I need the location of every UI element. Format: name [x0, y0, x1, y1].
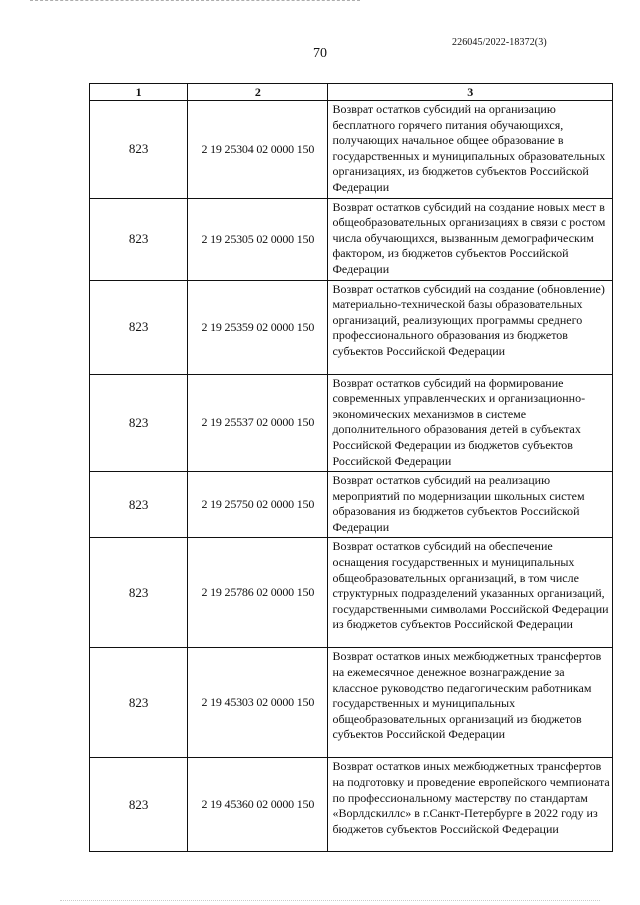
- budget-code-cell: 2 19 25359 02 0000 150: [188, 280, 328, 374]
- page-number: 70: [313, 46, 327, 61]
- column-header-1: 1: [90, 84, 188, 101]
- table-row: [90, 280, 613, 374]
- scan-edge-mark: [60, 900, 600, 903]
- description-cell: Возврат остатков иных межбюджетных трансфертов на подготовку и проведение европейского чемпионата по профессиональному мастерству по стандартам «Ворлдскиллс» в г.Санкт-Петербурге в 2022 году из бюджетов субъектов Российской Федерации: [328, 758, 613, 852]
- column-header-2: 2: [188, 84, 328, 101]
- table-row: [90, 538, 613, 648]
- table-row: [90, 758, 613, 852]
- admin-code-cell: 823: [90, 198, 188, 280]
- table-row: [90, 374, 613, 472]
- budget-code-cell: 2 19 25537 02 0000 150: [188, 374, 328, 472]
- budget-code-cell: 2 19 25305 02 0000 150: [188, 198, 328, 280]
- description-cell: Возврат остатков субсидий на формирование современных управленческих и организационно-экономических механизмов в системе дополнительного образования детей в субъектах Российской Федерации из бюджетов субъектов Российской Федерации: [328, 374, 613, 472]
- admin-code-cell: 823: [90, 280, 188, 374]
- description-cell: Возврат остатков субсидий на организацию бесплатного горячего питания обучающихся, получающих начальное общее образование в государственных и муниципальных образовательных организациях, из бюджетов субъектов Российской Федерации: [328, 101, 613, 199]
- description-cell: Возврат остатков субсидий на реализацию мероприятий по модернизации школьных систем образования из бюджетов субъектов Российской Федерации: [328, 472, 613, 538]
- document-number: 226045/2022-18372(3): [452, 37, 547, 48]
- budget-codes-table: [89, 83, 613, 852]
- scan-edge-mark: [30, 0, 360, 4]
- admin-code-cell: 823: [90, 538, 188, 648]
- admin-code-cell: 823: [90, 101, 188, 199]
- table-row: [90, 472, 613, 538]
- budget-code-cell: 2 19 25786 02 0000 150: [188, 538, 328, 648]
- table-row: [90, 648, 613, 758]
- budget-code-cell: 2 19 25304 02 0000 150: [188, 101, 328, 199]
- budget-code-cell: 2 19 45360 02 0000 150: [188, 758, 328, 852]
- admin-code-cell: 823: [90, 374, 188, 472]
- admin-code-cell: 823: [90, 758, 188, 852]
- table-header-row: [90, 84, 613, 101]
- description-cell: Возврат остатков субсидий на создание (обновление) материально-технической базы образовательных организаций, реализующих программы среднего профессионального образования из бюджетов субъектов Российской Федерации: [328, 280, 613, 374]
- description-cell: Возврат остатков субсидий на обеспечение оснащения государственных и муниципальных общеобразовательных организаций, в том числе структурных подразделений указанных организаций, государственными символами Российской Федерации из бюджетов субъектов Российской Федерации: [328, 538, 613, 648]
- description-cell: Возврат остатков субсидий на создание новых мест в общеобразовательных организациях в связи с ростом числа обучающихся, вызванным демографическим фактором, из бюджетов субъектов Российской Федерации: [328, 198, 613, 280]
- budget-code-cell: 2 19 25750 02 0000 150: [188, 472, 328, 538]
- table-row: [90, 101, 613, 199]
- admin-code-cell: 823: [90, 472, 188, 538]
- budget-code-cell: 2 19 45303 02 0000 150: [188, 648, 328, 758]
- admin-code-cell: 823: [90, 648, 188, 758]
- column-header-3: 3: [328, 84, 613, 101]
- table-row: [90, 198, 613, 280]
- description-cell: Возврат остатков иных межбюджетных трансфертов на ежемесячное денежное вознаграждение за классное руководство педагогическим работникам государственных и муниципальных общеобразовательных организаций из бюджетов субъектов Российской Федерации: [328, 648, 613, 758]
